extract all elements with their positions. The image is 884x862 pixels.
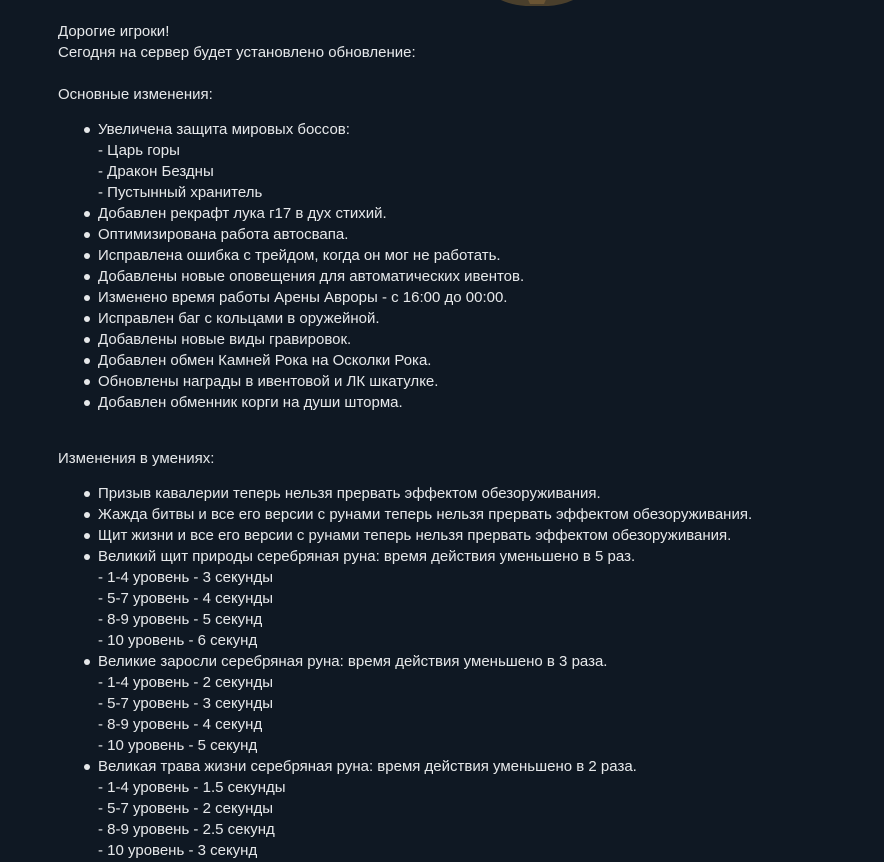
list-item (98, 266, 858, 287)
list-item (98, 308, 858, 329)
list-item (98, 392, 858, 413)
sub-item-text: - 1-4 уровень - 1.5 секунды (98, 779, 286, 796)
list-item-text: Изменено время работы Арены Авроры - с 16:00 до 00:00. (98, 289, 508, 306)
bullet-icon (84, 512, 90, 518)
list-item-text: Исправлен баг с кольцами в оружейной. (98, 310, 380, 327)
list-item (98, 287, 858, 308)
list-item-text: Добавлены новые виды гравировок. (98, 331, 352, 348)
list-item-text: Щит жизни и все его версии с рунами теперь нельзя прервать эффектом обезоруживания. (98, 527, 732, 544)
bullet-icon (84, 211, 90, 217)
list-item (98, 224, 858, 245)
bullet-icon (84, 659, 90, 665)
patch-notes (58, 21, 858, 861)
list-item (98, 371, 858, 392)
list-item-text: Оптимизирована работа автосвапа. (98, 226, 349, 243)
list-item (98, 245, 858, 266)
list-item (98, 329, 858, 350)
bullet-icon (84, 127, 90, 133)
greeting: Дорогие игроки! (58, 23, 170, 40)
main-changes-heading: Основные изменения: (58, 86, 213, 103)
sub-item-text: - 10 уровень - 3 секунд (98, 842, 258, 859)
sub-item-text: - 10 уровень - 6 секунд (98, 632, 258, 649)
bullet-icon (84, 491, 90, 497)
list-item (98, 525, 858, 546)
list-item-text: Великая трава жизни серебряная руна: время действия уменьшено в 2 раза. (98, 758, 637, 775)
bullet-icon (84, 379, 90, 385)
sub-item-text: - 8-9 уровень - 2.5 секунд (98, 821, 275, 838)
bullet-icon (84, 400, 90, 406)
list-item (98, 546, 858, 651)
sub-item-text: - 1-4 уровень - 3 секунды (98, 569, 273, 586)
sub-item-text: - 8-9 уровень - 4 секунд (98, 716, 263, 733)
list-item (98, 119, 858, 203)
sub-item-text: - 8-9 уровень - 5 секунд (98, 611, 263, 628)
list-item (98, 756, 858, 861)
list-item-text: Призыв кавалерии теперь нельзя прервать эффектом обезоруживания. (98, 485, 601, 502)
list-item (98, 483, 858, 504)
list-item-text: Жажда битвы и все его версии с рунами теперь нельзя прервать эффектом обезоруживания. (98, 506, 753, 523)
intro-text: Сегодня на сервер будет установлено обновление: (58, 44, 416, 61)
sub-item-text: - Дракон Бездны (98, 163, 214, 180)
sub-item-text: - Пустынный хранитель (98, 184, 263, 201)
list-item-text: Увеличена защита мировых боссов: (98, 121, 350, 138)
bullet-icon (84, 337, 90, 343)
list-item (98, 203, 858, 224)
main-changes-list (58, 119, 858, 413)
list-item-text: Добавлен рекрафт лука г17 в дух стихий. (98, 205, 387, 222)
sub-item-text: - 10 уровень - 5 секунд (98, 737, 258, 754)
skill-changes-list (58, 483, 858, 861)
list-item-text: Великий щит природы серебряная руна: время действия уменьшено в 5 раз. (98, 548, 636, 565)
sub-item-text: - 5-7 уровень - 4 секунды (98, 590, 273, 607)
skill-changes-heading: Изменения в умениях: (58, 450, 215, 467)
list-item (98, 350, 858, 371)
list-item (98, 504, 858, 525)
bullet-icon (84, 764, 90, 770)
list-item-text: Добавлен обменник корги на души шторма. (98, 394, 403, 411)
bullet-icon (84, 274, 90, 280)
bullet-icon (84, 533, 90, 539)
sub-item-text: - Царь горы (98, 142, 180, 159)
bullet-icon (84, 358, 90, 364)
list-item-text: Добавлены новые оповещения для автоматических ивентов. (98, 268, 525, 285)
bullet-icon (84, 232, 90, 238)
banner-emblem-icon (482, 0, 592, 6)
list-item-text: Исправлена ошибка с трейдом, когда он мог не работать. (98, 247, 501, 264)
bullet-icon (84, 554, 90, 560)
bullet-icon (84, 253, 90, 259)
bullet-icon (84, 316, 90, 322)
sub-item-text: - 5-7 уровень - 3 секунды (98, 695, 273, 712)
list-item (98, 651, 858, 756)
sub-item-text: - 5-7 уровень - 2 секунды (98, 800, 273, 817)
list-item-text: Великие заросли серебряная руна: время действия уменьшено в 3 раза. (98, 653, 608, 670)
sub-item-text: - 1-4 уровень - 2 секунды (98, 674, 273, 691)
bullet-icon (84, 295, 90, 301)
list-item-text: Добавлен обмен Камней Рока на Осколки Рока. (98, 352, 432, 369)
list-item-text: Обновлены награды в ивентовой и ЛК шкатулке. (98, 373, 439, 390)
